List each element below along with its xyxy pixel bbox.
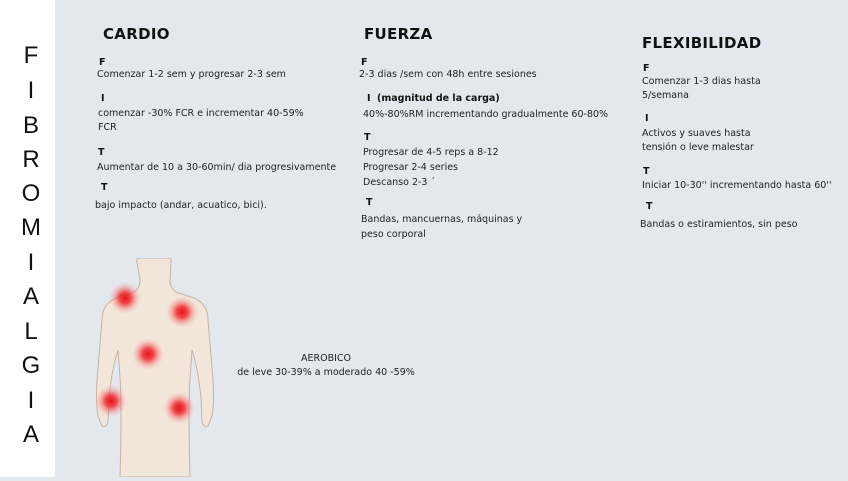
aerobico-title: AEROBICO bbox=[300, 353, 351, 364]
title-letter: L bbox=[24, 318, 38, 345]
title-letter: I bbox=[27, 387, 35, 414]
title-letter: O bbox=[21, 180, 41, 207]
flexibilidad-f-text: Comenzar 1-3 dias hasta bbox=[642, 76, 761, 87]
fuerza-t-text: Progresar 2-4 series bbox=[363, 162, 459, 173]
fuerza-f-text: 2-3 dias /sem con 48h entre sesiones bbox=[359, 69, 537, 80]
cardio-f-label: F bbox=[99, 57, 106, 68]
body-figure bbox=[90, 258, 220, 477]
flexibilidad-t-label: T bbox=[643, 166, 650, 177]
fuerza-t-label: T bbox=[364, 132, 371, 143]
cardio-t-label: T bbox=[98, 147, 105, 158]
fuerza-i-text: 40%-80%RM incrementando gradualmente 60-80% bbox=[363, 109, 609, 120]
flexibilidad-i-label: I bbox=[645, 113, 649, 124]
title-letter: I bbox=[27, 249, 35, 276]
aerobico-caption bbox=[236, 352, 416, 380]
body-silhouette bbox=[90, 258, 220, 477]
flexibilidad-f-text: 5/semana bbox=[642, 90, 689, 101]
cardio-heading: CARDIO bbox=[103, 25, 170, 43]
flexibilidad-t-text: Bandas o estiramientos, sin peso bbox=[640, 219, 798, 230]
title-letter: F bbox=[23, 42, 39, 69]
fuerza-t-text: peso corporal bbox=[361, 229, 426, 240]
flexibilidad-f-label: F bbox=[643, 63, 650, 74]
title-letter: I bbox=[27, 77, 35, 104]
title-letter: A bbox=[22, 421, 39, 448]
title-letter: A bbox=[22, 283, 39, 310]
fuerza-t-text: Progresar de 4-5 reps a 8-12 bbox=[363, 147, 499, 158]
cardio-i-text: FCR bbox=[98, 122, 117, 133]
fuerza-t-text: Descanso 2-3 ´ bbox=[363, 177, 436, 188]
title-letter: M bbox=[21, 214, 41, 241]
flexibilidad-i-text: tensión o leve malestar bbox=[642, 142, 754, 153]
fuerza-f-label: F bbox=[361, 57, 368, 68]
fuerza-i-note: (magnitud de la carga) bbox=[377, 93, 500, 104]
title-letter: G bbox=[21, 352, 41, 379]
fuerza-t-label: T bbox=[366, 197, 373, 208]
fuerza-t-text: Bandas, mancuernas, máquinas y bbox=[361, 214, 523, 225]
pain-spot-right-shoulder bbox=[166, 296, 198, 328]
title-letter: R bbox=[22, 146, 40, 173]
fuerza-i-label: I bbox=[367, 93, 371, 104]
flexibilidad-heading: FLEXIBILIDAD bbox=[642, 34, 762, 52]
cardio-i-text: comenzar -30% FCR e incrementar 40-59% bbox=[98, 108, 304, 119]
pain-spot-left-shoulder bbox=[109, 282, 141, 314]
cardio-t-label: T bbox=[101, 182, 108, 193]
pain-spot-chest bbox=[132, 338, 164, 370]
flexibilidad-t-text: Iniciar 10-30'' incrementando hasta 60'' bbox=[642, 180, 832, 191]
title-letter: B bbox=[22, 112, 39, 139]
pain-spot-left-hip bbox=[95, 385, 127, 417]
fuerza-heading: FUERZA bbox=[364, 25, 433, 43]
flexibilidad-i-text: Activos y suaves hasta bbox=[642, 128, 751, 139]
flexibilidad-t-label: T bbox=[646, 201, 653, 212]
title-sidebar bbox=[0, 0, 55, 477]
pain-spot-right-hip bbox=[163, 392, 195, 424]
cardio-t-text: bajo impacto (andar, acuatico, bici). bbox=[95, 200, 267, 211]
cardio-f-text: Comenzar 1-2 sem y progresar 2-3 sem bbox=[97, 69, 286, 80]
cardio-t-text: Aumentar de 10 a 30-60min/ dia progresivamente bbox=[97, 162, 337, 173]
aerobico-range: de leve 30-39% a moderado 40 -59% bbox=[237, 367, 415, 378]
cardio-i-label: I bbox=[101, 93, 105, 104]
